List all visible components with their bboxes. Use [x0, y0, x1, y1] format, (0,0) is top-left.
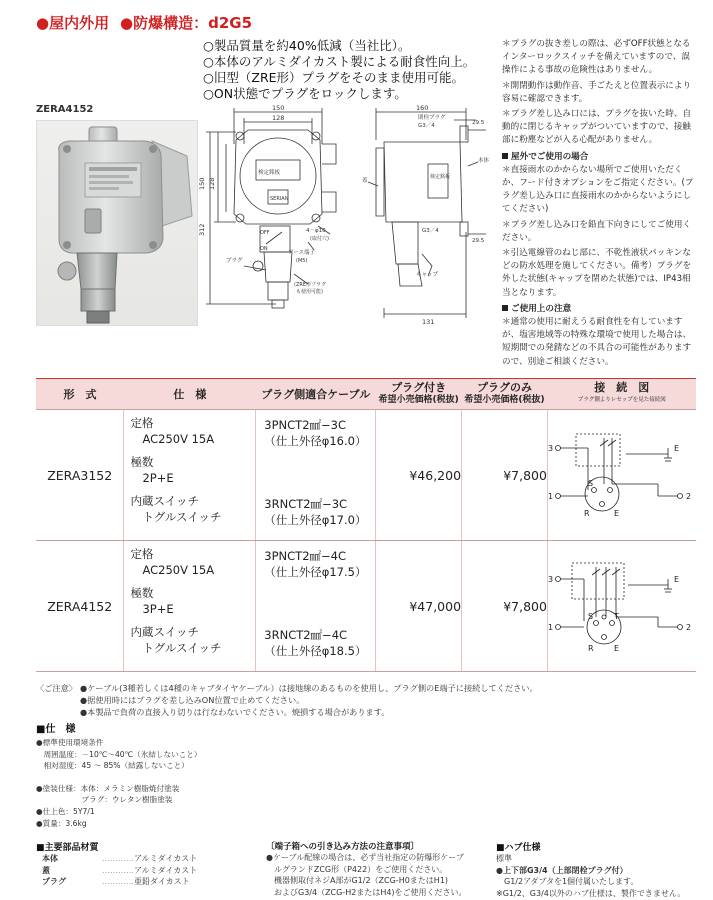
label-g34-top: G3／4	[418, 123, 435, 129]
label-hole: 4－φ10	[306, 228, 326, 234]
wiring-term-2: 2	[685, 622, 692, 632]
terminal-box-line: およびG3/4（ZCG-H2またはH4)をご使用ください。	[266, 887, 467, 897]
materials-title: ■主要部品材質	[36, 843, 99, 853]
wiring-term-2: 2	[685, 491, 692, 501]
row-wiring	[547, 541, 696, 672]
wiring-pin-e: E	[613, 508, 620, 518]
hub-line: ※G1/2、G3/4以外のハブ仕様は、製作できません。	[496, 888, 686, 898]
row-price-plug-only: ¥7,800	[462, 410, 548, 541]
indoor-outdoor-tag: ●屋内外用	[36, 14, 110, 32]
dim-height-312: 312	[198, 223, 206, 236]
note-item: ＊引込電線管のねじ部に、不乾性液状パッキンなどの防水処理を施してください。備考）プラグを外した状態(キャップを閉めた状態)では、IP43相当となります。	[502, 248, 692, 298]
dim-width-150: 150	[272, 104, 285, 112]
label-g34-bottom: G3／4	[422, 228, 439, 234]
spec-line: 周囲温度：－10℃〜40℃（氷結しないこと）	[36, 749, 202, 759]
dim-width-128: 128	[272, 114, 285, 122]
wiring-pin-r: R	[583, 508, 590, 518]
wiring-pin-r: R	[587, 643, 594, 653]
terminal-box-line: ルグランドZCG形（P422）をご使用ください。	[266, 864, 448, 874]
feature-item: ○製品質量を約40%低減（当社比）。	[203, 38, 411, 53]
wiring-pin-s: S	[587, 478, 594, 488]
label-plug: プラグ	[226, 258, 243, 264]
caution-label: 〈ご注意〉	[36, 683, 77, 693]
label-zre-plug-sub: も使用可能)	[296, 289, 323, 295]
terminal-box-section	[266, 840, 492, 900]
dim-side-160: 160	[416, 104, 429, 112]
terminal-box-line: 機器側取付ネジA部がG1/2（ZCG-H0またはH1)	[266, 876, 449, 885]
wiring-diagram-3p	[548, 555, 696, 655]
table-row	[36, 541, 696, 672]
spec-line: プラグ：ウレタン樹脂塗装	[36, 795, 173, 805]
spec-line: 相対湿度：45 〜 85%（結露しないこと）	[36, 761, 189, 771]
hub-line: 標準	[496, 854, 512, 863]
caution-line: ●本製品で負荷の直接入り切りは行なわないでください。焼損する場合があります。	[80, 707, 390, 717]
row-price-plug-only: ¥7,800	[462, 541, 548, 672]
product-photo	[36, 120, 198, 326]
materials-row: 蓋 ………… アルミダイカスト	[42, 865, 198, 875]
spec-line: ●質量：3.6kg	[36, 818, 87, 828]
label-maker: SERIAN	[270, 196, 289, 202]
materials-row: 本体 ………… アルミダイカスト	[42, 854, 198, 863]
photo-model-label: ZERA4152	[36, 104, 94, 115]
note-item: ＊通常の使用に耐えうる耐食性を有していますが、塩害地域等の特殊な環境で使用した場合は、短期間での発錆などの不具合の可能性がありますので、別途ご相談ください。	[502, 317, 692, 367]
wiring-term-1: 1	[547, 622, 554, 632]
hub-line: G1/2アダプタを1個付属いたします。	[496, 877, 639, 886]
label-closing-plug: 閉栓プラグ	[418, 115, 446, 121]
row-model: ZERA3152	[36, 410, 124, 541]
feature-list	[203, 38, 475, 102]
dim-29-5-bottom: 29.5	[472, 238, 485, 244]
caution-line: ●据使用時にはプラグを差し込みON位置で止めてください。	[80, 695, 305, 705]
hub-line: ●上下部G3/4（上部閉栓プラグ付）	[496, 865, 628, 875]
product-table	[36, 378, 696, 672]
label-earth-sub: (M5)	[296, 258, 308, 264]
wiring-pin-e: E	[613, 643, 620, 653]
row-model: ZERA4152	[36, 541, 124, 672]
spec-title: ■仕 様	[36, 724, 76, 735]
wiring-pin-t: T	[613, 611, 619, 621]
hub-title: ■ハブ仕様	[496, 843, 541, 853]
row-cable: 3PNCT2㎟−3C （仕上外径φ16.0） 3RNCT2㎟−3C （仕上外径φ17.0）	[256, 410, 376, 541]
label-nameplate-front: 検定銘板	[258, 170, 281, 176]
terminal-box-title: 〔端子箱への引き込み方法の注意事項〕	[266, 842, 420, 852]
feature-item: ○ON状態でプラグをロックします。	[203, 86, 407, 101]
header-price-with-plug: プラグ付き 希望小売価格(税抜)	[376, 379, 462, 410]
label-cap: キャップ	[416, 272, 439, 278]
wiring-diagram-2p	[548, 424, 696, 524]
hub-section	[496, 840, 702, 900]
table-header-row	[36, 379, 696, 410]
dim-29-5-top: 29.5	[472, 120, 485, 126]
spec-line: ●仕上色：5Y7/1	[36, 806, 95, 816]
dimension-drawing	[196, 104, 502, 330]
label-switch-on: ON	[260, 246, 268, 252]
label-lid: 蓋	[362, 178, 368, 184]
header-spec: 仕 様	[124, 379, 256, 410]
product-photo-illustration	[37, 121, 197, 325]
row-cable: 3PNCT2㎟−4C （仕上外径φ17.5） 3RNCT2㎟−4C （仕上外径φ18.5）	[256, 541, 376, 672]
terminal-box-line: ●ケーブル配線の場合は、必ず当社指定の防爆形ケーブ	[266, 853, 464, 862]
materials-row: プラグ ………… 亜鉛ダイカスト	[42, 877, 190, 887]
note-item: ＊プラグ差し込み口を鉛直下向きにしてご使用ください。	[502, 219, 692, 243]
label-body: 本体	[478, 158, 490, 164]
feature-item: ○旧型（ZRE形）プラグをそのまま使用可能。	[203, 70, 465, 85]
dim-height-128: 128	[208, 177, 216, 190]
table-row	[36, 410, 696, 541]
header-cable: プラグ側適合ケーブル	[256, 379, 376, 410]
label-nameplate-side: 検定銘板	[430, 174, 451, 180]
header-wiring: 接 続 図 プラグ側よりレセップを見た接続図	[547, 379, 696, 410]
row-price-with-plug: ¥47,000	[376, 541, 462, 672]
spec-line: ●塗装仕様：本体：メラミン樹脂焼付塗装	[36, 783, 180, 793]
note-item: ＊直接雨水のかからない場所でご使用いただくか、フード付きオプションをご指定ください。(プラグ差し込み口に直接雨水のかからないようにしてください)	[502, 164, 694, 215]
materials-section	[36, 840, 256, 888]
row-spec: 定格 AC250V 15A 極数 2P+E 内蔵スイッチ トグルスイッチ	[124, 410, 256, 541]
caution-line: ●ケーブル(3種若しくは4種のキャブタイヤケーブル）は接地線のあるものを使用し、プラグ側のE端子に接続してください。	[80, 683, 538, 693]
note-heading-outdoor: 屋外でご使用の場合	[502, 151, 698, 164]
header-model: 形 式	[36, 379, 124, 410]
wiring-pin-s: S	[587, 611, 594, 621]
row-price-with-plug: ¥46,200	[376, 410, 462, 541]
note-item: ＊プラグの抜き差しの際は、必ずOFF状態となるインターロックスイッチを備えていますので、誤操作による事故の危険性はありません。	[502, 39, 691, 76]
label-switch-off: OFF	[260, 230, 270, 236]
notes-column	[502, 38, 698, 371]
header-price-plug-only: プラグのみ 希望小売価格(税抜)	[462, 379, 548, 410]
spec-line: ●標準使用環境条件	[36, 738, 104, 747]
dim-side-131: 131	[422, 318, 435, 326]
caution-block	[36, 682, 696, 718]
dim-height-150: 150	[198, 177, 206, 190]
label-hole-sub: (取付穴)	[310, 236, 329, 242]
wiring-term-3: 3	[547, 443, 554, 453]
wiring-term-e: E	[673, 574, 680, 584]
note-item: ＊プラグ差し込み口には、プラグを抜いた時、自動的に閉じるキャップがついていますので、接触部に粉塵などが入る心配がありません。	[502, 109, 692, 146]
wiring-term-3: 3	[547, 574, 554, 584]
note-item: ＊開閉動作は動作音、手ごたえと位置表示により容易に確認できます。	[502, 80, 692, 104]
label-zre-plug: (ZRE形プラグ	[294, 282, 327, 288]
note-heading-usage: ご使用上の注意	[502, 303, 698, 316]
feature-item: ○本体のアルミダイカスト製による耐食性向上。	[203, 54, 476, 69]
spec-line	[36, 772, 336, 783]
wiring-term-e: E	[673, 443, 680, 453]
spec-section	[36, 720, 336, 829]
row-spec: 定格 AC250V 15A 極数 3P+E 内蔵スイッチ トグルスイッチ	[124, 541, 256, 672]
label-earth-terminal: アース端子	[288, 250, 316, 256]
explosion-proof-tag: ●防爆構造：d2G5	[120, 14, 253, 32]
wiring-term-1: 1	[547, 491, 554, 501]
row-wiring	[547, 410, 696, 541]
